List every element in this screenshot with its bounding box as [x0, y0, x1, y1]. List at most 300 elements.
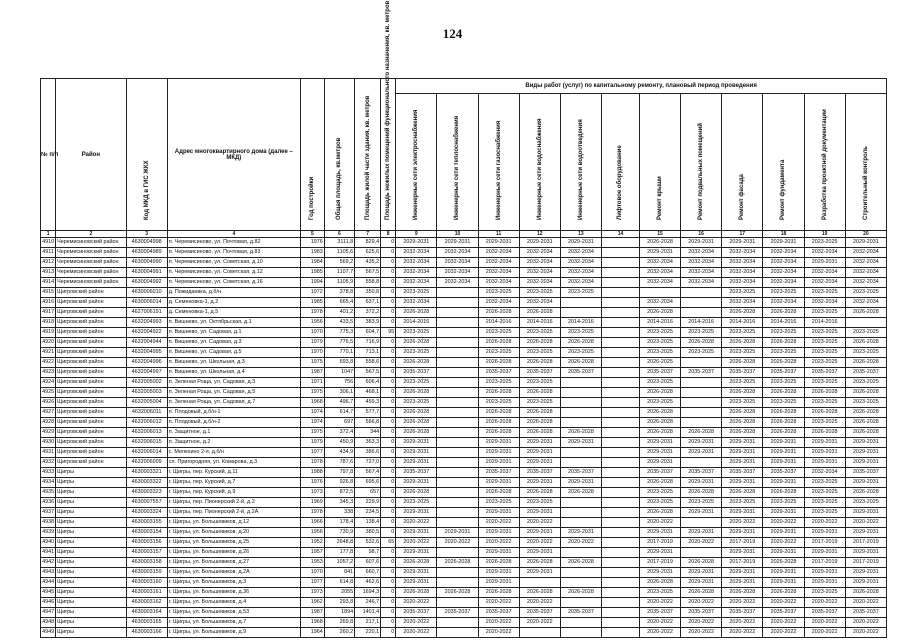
- table-cell: 4630003324: [126, 508, 167, 518]
- table-cell: 2023-2025: [681, 348, 722, 358]
- table-cell: 2029-2031: [804, 438, 845, 448]
- table-cell: г. Щигры, ул. Большевиков, д.27: [167, 558, 300, 568]
- table-cell: 2035-2037: [804, 368, 845, 378]
- table-cell: 372,4: [324, 428, 354, 438]
- table-cell: 2029-2031: [478, 528, 519, 538]
- table-row: [41, 608, 887, 618]
- table-cell: 2035-2037: [519, 468, 560, 478]
- table-cell: 697: [324, 418, 354, 428]
- table-cell: 716,9: [355, 338, 381, 348]
- table-row: [41, 498, 887, 508]
- table-cell: 2035-2037: [763, 468, 804, 478]
- table-cell: 0: [381, 578, 396, 588]
- table-cell: [602, 268, 640, 278]
- table-cell: 2029-2031: [681, 478, 722, 488]
- table-cell: 2029-2031: [560, 238, 601, 248]
- table-cell: 0: [381, 518, 396, 528]
- header-col-16: [681, 94, 722, 231]
- header-col-label: Инженерные сети теплоснабжения: [454, 115, 461, 220]
- table-cell: 2032-2034: [396, 258, 437, 268]
- table-cell: 2020-2022: [804, 628, 845, 638]
- table-cell: 0: [381, 238, 396, 248]
- table-cell: 2026-2028: [681, 588, 722, 598]
- table-cell: 2032-2034: [560, 248, 601, 258]
- table-cell: 4630003164: [126, 608, 167, 618]
- table-cell: 234,5: [355, 508, 381, 518]
- table-cell: г. Щигры, ул. Большевиков, д.53: [167, 608, 300, 618]
- table-cell: 2029-2031: [396, 568, 437, 578]
- table-cell: 2029-2031: [763, 568, 804, 578]
- table-cell: 1401,4: [355, 608, 381, 618]
- table-cell: 2026-2028: [722, 488, 763, 498]
- table-row: [41, 298, 887, 308]
- table-cell: 2029-2031: [519, 508, 560, 518]
- table-cell: 2029-2031: [639, 548, 680, 558]
- table-cell: 2035-2037: [845, 608, 886, 618]
- table-cell: 4632006012: [126, 418, 167, 428]
- table-cell: 4632004944: [126, 338, 167, 348]
- table-cell: [602, 598, 640, 608]
- table-cell: 2032-2034: [639, 268, 680, 278]
- table-cell: 2014-2016: [804, 318, 845, 328]
- table-cell: 2026-2028: [763, 358, 804, 368]
- table-cell: 4911: [41, 248, 56, 258]
- table-cell: 4946: [41, 598, 56, 608]
- table-cell: 2023-2025: [804, 338, 845, 348]
- table-cell: 2029-2031: [722, 508, 763, 518]
- table-cell: 4630003156: [126, 538, 167, 548]
- table-cell: 0: [381, 358, 396, 368]
- table-cell: [437, 438, 478, 448]
- table-cell: г. Щигры, пер. Курский, д.11: [167, 468, 300, 478]
- table-cell: 1978: [300, 508, 324, 518]
- table-cell: 435,2: [355, 258, 381, 268]
- table-cell: 2023-2025: [845, 498, 886, 508]
- table-cell: 2032-2034: [763, 248, 804, 258]
- table-cell: 177,8: [324, 548, 354, 558]
- table-cell: Щигровский район: [56, 308, 126, 318]
- table-cell: 558,8: [355, 278, 381, 288]
- table-cell: 2017-2019: [722, 538, 763, 548]
- table-cell: 1987: [300, 368, 324, 378]
- table-cell: [602, 428, 640, 438]
- table-cell: 2029-2031: [478, 438, 519, 448]
- table-cell: 2023-2025: [804, 358, 845, 368]
- table-cell: [560, 308, 601, 318]
- table-cell: 4936: [41, 498, 56, 508]
- table-cell: 2023-2025: [804, 488, 845, 498]
- table-cell: 4630006010: [126, 288, 167, 298]
- table-cell: 2020-2022: [681, 618, 722, 628]
- table-cell: 462,6: [355, 578, 381, 588]
- table-cell: сл. Пригородняя, ул. Комарова, д.3: [167, 458, 300, 468]
- table-cell: 2032-2034: [478, 258, 519, 268]
- table-cell: 2023-2025: [478, 498, 519, 508]
- table-cell: 2029-2031: [722, 238, 763, 248]
- column-number: 2: [56, 231, 126, 238]
- table-cell: 2026-2028: [396, 388, 437, 398]
- table-cell: 4931: [41, 448, 56, 458]
- table-cell: 0: [381, 318, 396, 328]
- table-cell: [681, 358, 722, 368]
- table-cell: 2023-2025: [804, 328, 845, 338]
- table-cell: 4630007557: [126, 498, 167, 508]
- table-cell: 2023-2025: [804, 418, 845, 428]
- table-cell: Щигровский район: [56, 458, 126, 468]
- table-cell: 2023-2025: [639, 328, 680, 338]
- table-cell: 98,7: [355, 548, 381, 558]
- table-cell: [681, 518, 722, 528]
- table-cell: 2029-2031: [804, 458, 845, 468]
- table-cell: 2035-2037: [722, 608, 763, 618]
- table-cell: 2026-2028: [845, 338, 886, 348]
- column-number: 1: [41, 231, 56, 238]
- table-cell: 1968: [300, 618, 324, 628]
- table-cell: 2026-2028: [396, 338, 437, 348]
- table-cell: 2023-2025: [639, 498, 680, 508]
- table-cell: 2017-2019: [639, 538, 680, 548]
- table-cell: Щигры: [56, 538, 126, 548]
- table-cell: 1952: [300, 538, 324, 548]
- table-cell: 0: [381, 508, 396, 518]
- table-cell: 4920: [41, 338, 56, 348]
- header-col-label: Площадь жилой части здания, кв. метров: [364, 95, 371, 220]
- table-cell: 614,7: [324, 408, 354, 418]
- table-cell: 2035-2037: [478, 608, 519, 618]
- table-cell: [681, 378, 722, 388]
- table-cell: 4922: [41, 358, 56, 368]
- table-cell: 770,1: [324, 348, 354, 358]
- table-cell: [602, 278, 640, 288]
- table-cell: п. Защитное, д.2: [167, 438, 300, 448]
- table-cell: 2020-2022: [396, 538, 437, 548]
- table-cell: 2029-2031: [845, 238, 886, 248]
- table-cell: 2014-2016: [639, 318, 680, 328]
- table-cell: 4630006014: [126, 298, 167, 308]
- table-cell: 2014-2016: [478, 318, 519, 328]
- table-cell: 4938: [41, 518, 56, 528]
- page-number: 124: [442, 26, 463, 41]
- table-cell: [602, 608, 640, 618]
- table-cell: 4630003322: [126, 478, 167, 488]
- column-number: 12: [519, 231, 560, 238]
- table-cell: 2023-2025: [845, 348, 886, 358]
- table-cell: 2032-2034: [845, 268, 886, 278]
- header-col-7: [355, 79, 381, 231]
- table-cell: 2026-2028: [478, 418, 519, 428]
- table-cell: 2026-2028: [681, 428, 722, 438]
- table-cell: 2017-2019: [639, 558, 680, 568]
- table-row: [41, 438, 887, 448]
- table-cell: 2023-2025: [396, 348, 437, 358]
- table-cell: [602, 488, 640, 498]
- table-cell: 4630003161: [126, 588, 167, 598]
- table-cell: 2029-2031: [804, 448, 845, 458]
- table-cell: 2029-2031: [681, 438, 722, 448]
- table-cell: [602, 458, 640, 468]
- table-cell: 2026-2028: [478, 338, 519, 348]
- table-cell: 2014-2016: [560, 318, 601, 328]
- table-cell: 1978: [300, 458, 324, 468]
- table-cell: 2026-2028: [437, 558, 478, 568]
- table-cell: Щигры: [56, 578, 126, 588]
- header-col-4: Адрес многоквартирного дома (далее – МКД): [167, 79, 300, 231]
- table-cell: 433,5: [324, 318, 354, 328]
- table-cell: 434,9: [324, 448, 354, 458]
- table-cell: 2026-2028: [560, 428, 601, 438]
- table-cell: 4924: [41, 378, 56, 388]
- table-cell: 2026-2028: [560, 558, 601, 568]
- table-cell: 2020-2022: [804, 518, 845, 528]
- table-cell: 2023-2025: [722, 288, 763, 298]
- table-cell: 567,4: [355, 468, 381, 478]
- table-cell: п. Черемисиново, ул. Советская, д.12: [167, 268, 300, 278]
- table-cell: 2023-2025: [804, 478, 845, 488]
- table-cell: [602, 548, 640, 558]
- table-cell: 1894: [324, 608, 354, 618]
- header-col-label: Ремонт крыши: [657, 176, 663, 220]
- table-cell: 2026-2028: [722, 358, 763, 368]
- table-cell: 2032-2034: [804, 278, 845, 288]
- table-cell: 2035-2037: [519, 368, 560, 378]
- table-cell: 2026-2028: [519, 408, 560, 418]
- table-cell: 829,4: [355, 238, 381, 248]
- table-cell: 260,2: [324, 628, 354, 638]
- table-cell: 2035-2037: [396, 468, 437, 478]
- table-cell: 2026-2028: [478, 358, 519, 368]
- table-cell: 2023-2025: [722, 378, 763, 388]
- table-cell: [681, 398, 722, 408]
- table-cell: 2026-2028: [478, 308, 519, 318]
- table-cell: 1105,6: [324, 248, 354, 258]
- table-cell: 776,5: [324, 338, 354, 348]
- table-cell: 775,3: [324, 328, 354, 338]
- table-cell: 1047: [324, 368, 354, 378]
- header-col-label: Ремонт подвальных помещений: [698, 123, 705, 220]
- table-cell: п. Плодовый, д.б/н-2: [167, 418, 300, 428]
- table-cell: 2023-2025: [560, 328, 601, 338]
- table-cell: Щигры: [56, 608, 126, 618]
- table-cell: 2029-2031: [763, 478, 804, 488]
- table-cell: [681, 458, 722, 468]
- table-cell: п. Зеленая Роща, ул. Садовая, д.3: [167, 378, 300, 388]
- table-cell: [681, 308, 722, 318]
- table-cell: 577,7: [355, 408, 381, 418]
- table-cell: 2020-2022: [396, 518, 437, 528]
- table-cell: 2026-2028: [763, 388, 804, 398]
- table-row: [41, 338, 887, 348]
- table-cell: г. Щигры, пер. Курский, д.9: [167, 488, 300, 498]
- table-cell: 2035-2037: [396, 608, 437, 618]
- table-cell: [437, 498, 478, 508]
- table-cell: 2029-2031: [845, 458, 886, 468]
- table-cell: 2020-2022: [639, 598, 680, 608]
- table-cell: 0: [381, 258, 396, 268]
- table-cell: 1976: [300, 238, 324, 248]
- table-cell: 2020-2022: [804, 618, 845, 628]
- table-cell: 306,1: [324, 388, 354, 398]
- table-cell: 2023-2025: [478, 378, 519, 388]
- table-cell: 1962: [300, 598, 324, 608]
- table-cell: [437, 298, 478, 308]
- table-cell: 2023-2025: [519, 498, 560, 508]
- table-cell: 2026-2028: [681, 488, 722, 498]
- table-row: [41, 478, 887, 488]
- table-cell: [437, 328, 478, 338]
- table-cell: 246,7: [355, 598, 381, 608]
- table-row: [41, 538, 887, 548]
- table-cell: 2035-2037: [639, 368, 680, 378]
- table-cell: 4632005002: [126, 378, 167, 388]
- table-cell: 2032-2034: [437, 278, 478, 288]
- table-cell: 2029-2031: [845, 448, 886, 458]
- table-cell: 2026-2028: [396, 588, 437, 598]
- table-cell: [602, 578, 640, 588]
- table-cell: 1976: [300, 478, 324, 488]
- table-cell: 2020-2022: [396, 598, 437, 608]
- table-cell: 2029-2031: [396, 508, 437, 518]
- table-cell: п. Вишнево, ул. Садовая, д.5: [167, 348, 300, 358]
- table-cell: 2035-2037: [681, 608, 722, 618]
- table-cell: 0: [381, 418, 396, 428]
- table-cell: 730,9: [324, 528, 354, 538]
- table-cell: 4942: [41, 558, 56, 568]
- table-cell: 4930: [41, 438, 56, 448]
- table-cell: [639, 288, 680, 298]
- table-cell: 1105,9: [324, 278, 354, 288]
- table-cell: [602, 418, 640, 428]
- table-row: [41, 628, 887, 638]
- table-cell: 217,1: [355, 618, 381, 628]
- table-cell: 4632006015: [126, 438, 167, 448]
- table-cell: 2020-2022: [478, 628, 519, 638]
- table-cell: 2020-2022: [437, 538, 478, 548]
- column-number: 17: [722, 231, 763, 238]
- table-cell: 0: [381, 608, 396, 618]
- table-cell: 2648,8: [324, 538, 354, 548]
- table-cell: 2023-2025: [845, 328, 886, 338]
- table-cell: 4630003157: [126, 548, 167, 558]
- table-cell: 2029-2031: [722, 568, 763, 578]
- table-cell: 2032-2034: [478, 268, 519, 278]
- table-cell: 138,4: [355, 518, 381, 528]
- table-cell: 2032-2034: [396, 268, 437, 278]
- table-cell: 4910: [41, 238, 56, 248]
- table-cell: [560, 298, 601, 308]
- table-cell: 4937: [41, 508, 56, 518]
- header-col-label: Инженерные сети водоснабжения: [536, 118, 543, 220]
- table-cell: 4632004997: [126, 368, 167, 378]
- table-row: [41, 448, 887, 458]
- table-cell: 2029-2031: [845, 568, 886, 578]
- table-cell: 2023-2025: [804, 378, 845, 388]
- table-cell: п. Вишнево, ул. Садовая, д.3: [167, 338, 300, 348]
- table-cell: 2032-2034: [804, 248, 845, 258]
- column-number: 11: [478, 231, 519, 238]
- table-cell: 4935: [41, 488, 56, 498]
- table-cell: [602, 348, 640, 358]
- column-number: 5: [300, 231, 324, 238]
- table-cell: Черемисиновский район: [56, 248, 126, 258]
- table-cell: г. Щигры, пер. Пионерский 2-й, д.2: [167, 498, 300, 508]
- table-cell: Щигры: [56, 558, 126, 568]
- table-cell: Щигровский район: [56, 368, 126, 378]
- table-cell: 2035-2037: [519, 608, 560, 618]
- table-cell: 4944: [41, 578, 56, 588]
- table-cell: 2023-2025: [804, 308, 845, 318]
- table-cell: [602, 468, 640, 478]
- table-cell: Щигры: [56, 478, 126, 488]
- table-cell: 0: [381, 368, 396, 378]
- table-cell: 2020-2022: [763, 618, 804, 628]
- table-cell: 558,6: [355, 358, 381, 368]
- table-cell: [437, 368, 478, 378]
- table-cell: 4926: [41, 398, 56, 408]
- table-cell: 0: [381, 618, 396, 628]
- table-cell: 1975: [300, 428, 324, 438]
- table-cell: 2026-2028: [639, 238, 680, 248]
- table-row: [41, 388, 887, 398]
- table-cell: [437, 288, 478, 298]
- table-cell: 2032-2034: [396, 248, 437, 258]
- table-row: [41, 238, 887, 248]
- table-cell: 2035-2037: [804, 608, 845, 618]
- table-cell: 4914: [41, 278, 56, 288]
- table-cell: 383,9: [355, 318, 381, 328]
- table-row: [41, 598, 887, 608]
- table-cell: 2029-2031: [845, 478, 886, 488]
- table-cell: 2020-2022: [639, 618, 680, 628]
- table-row: [41, 348, 887, 358]
- table-cell: 2026-2028: [560, 338, 601, 348]
- table-row: [41, 378, 887, 388]
- table-cell: 95: [381, 328, 396, 338]
- table-cell: 338: [324, 508, 354, 518]
- table-cell: 380,5: [355, 528, 381, 538]
- table-cell: 2032-2034: [763, 298, 804, 308]
- header-col-label: Общая площадь, кв.метров: [336, 137, 343, 220]
- table-cell: 4630003155: [126, 518, 167, 528]
- table-cell: 2029-2031: [639, 568, 680, 578]
- table-cell: 2023-2025: [478, 328, 519, 338]
- table-cell: 2032-2034: [519, 278, 560, 288]
- table-cell: 4925: [41, 388, 56, 398]
- table-cell: 4923: [41, 368, 56, 378]
- table-cell: п. Защитное, д.1: [167, 428, 300, 438]
- table-cell: 713,1: [355, 348, 381, 358]
- table-cell: [437, 478, 478, 488]
- table-cell: 1957: [300, 548, 324, 558]
- table-cell: Щигровский район: [56, 298, 126, 308]
- table-cell: 2029-2031: [845, 508, 886, 518]
- table-cell: 2026-2028: [639, 578, 680, 588]
- table-row: [41, 358, 887, 368]
- table-cell: 2023-2025: [639, 338, 680, 348]
- table-cell: г. Щигры, пер. Пионерский 2-й, д.2А: [167, 508, 300, 518]
- table-cell: 0: [381, 338, 396, 348]
- table-row: [41, 578, 887, 588]
- header-col-label: Площадь нежилых помещений функционального назначения, кв. метров: [385, 0, 392, 220]
- table-cell: д. Семеновка-1, д.2: [167, 298, 300, 308]
- table-cell: 2032-2034: [437, 248, 478, 258]
- table-cell: 2029-2031: [478, 578, 519, 588]
- table-cell: 2032-2034: [845, 278, 886, 288]
- table-cell: [602, 398, 640, 408]
- table-cell: [437, 508, 478, 518]
- column-number: 3: [126, 231, 167, 238]
- table-cell: Щигры: [56, 628, 126, 638]
- table-cell: [560, 618, 601, 628]
